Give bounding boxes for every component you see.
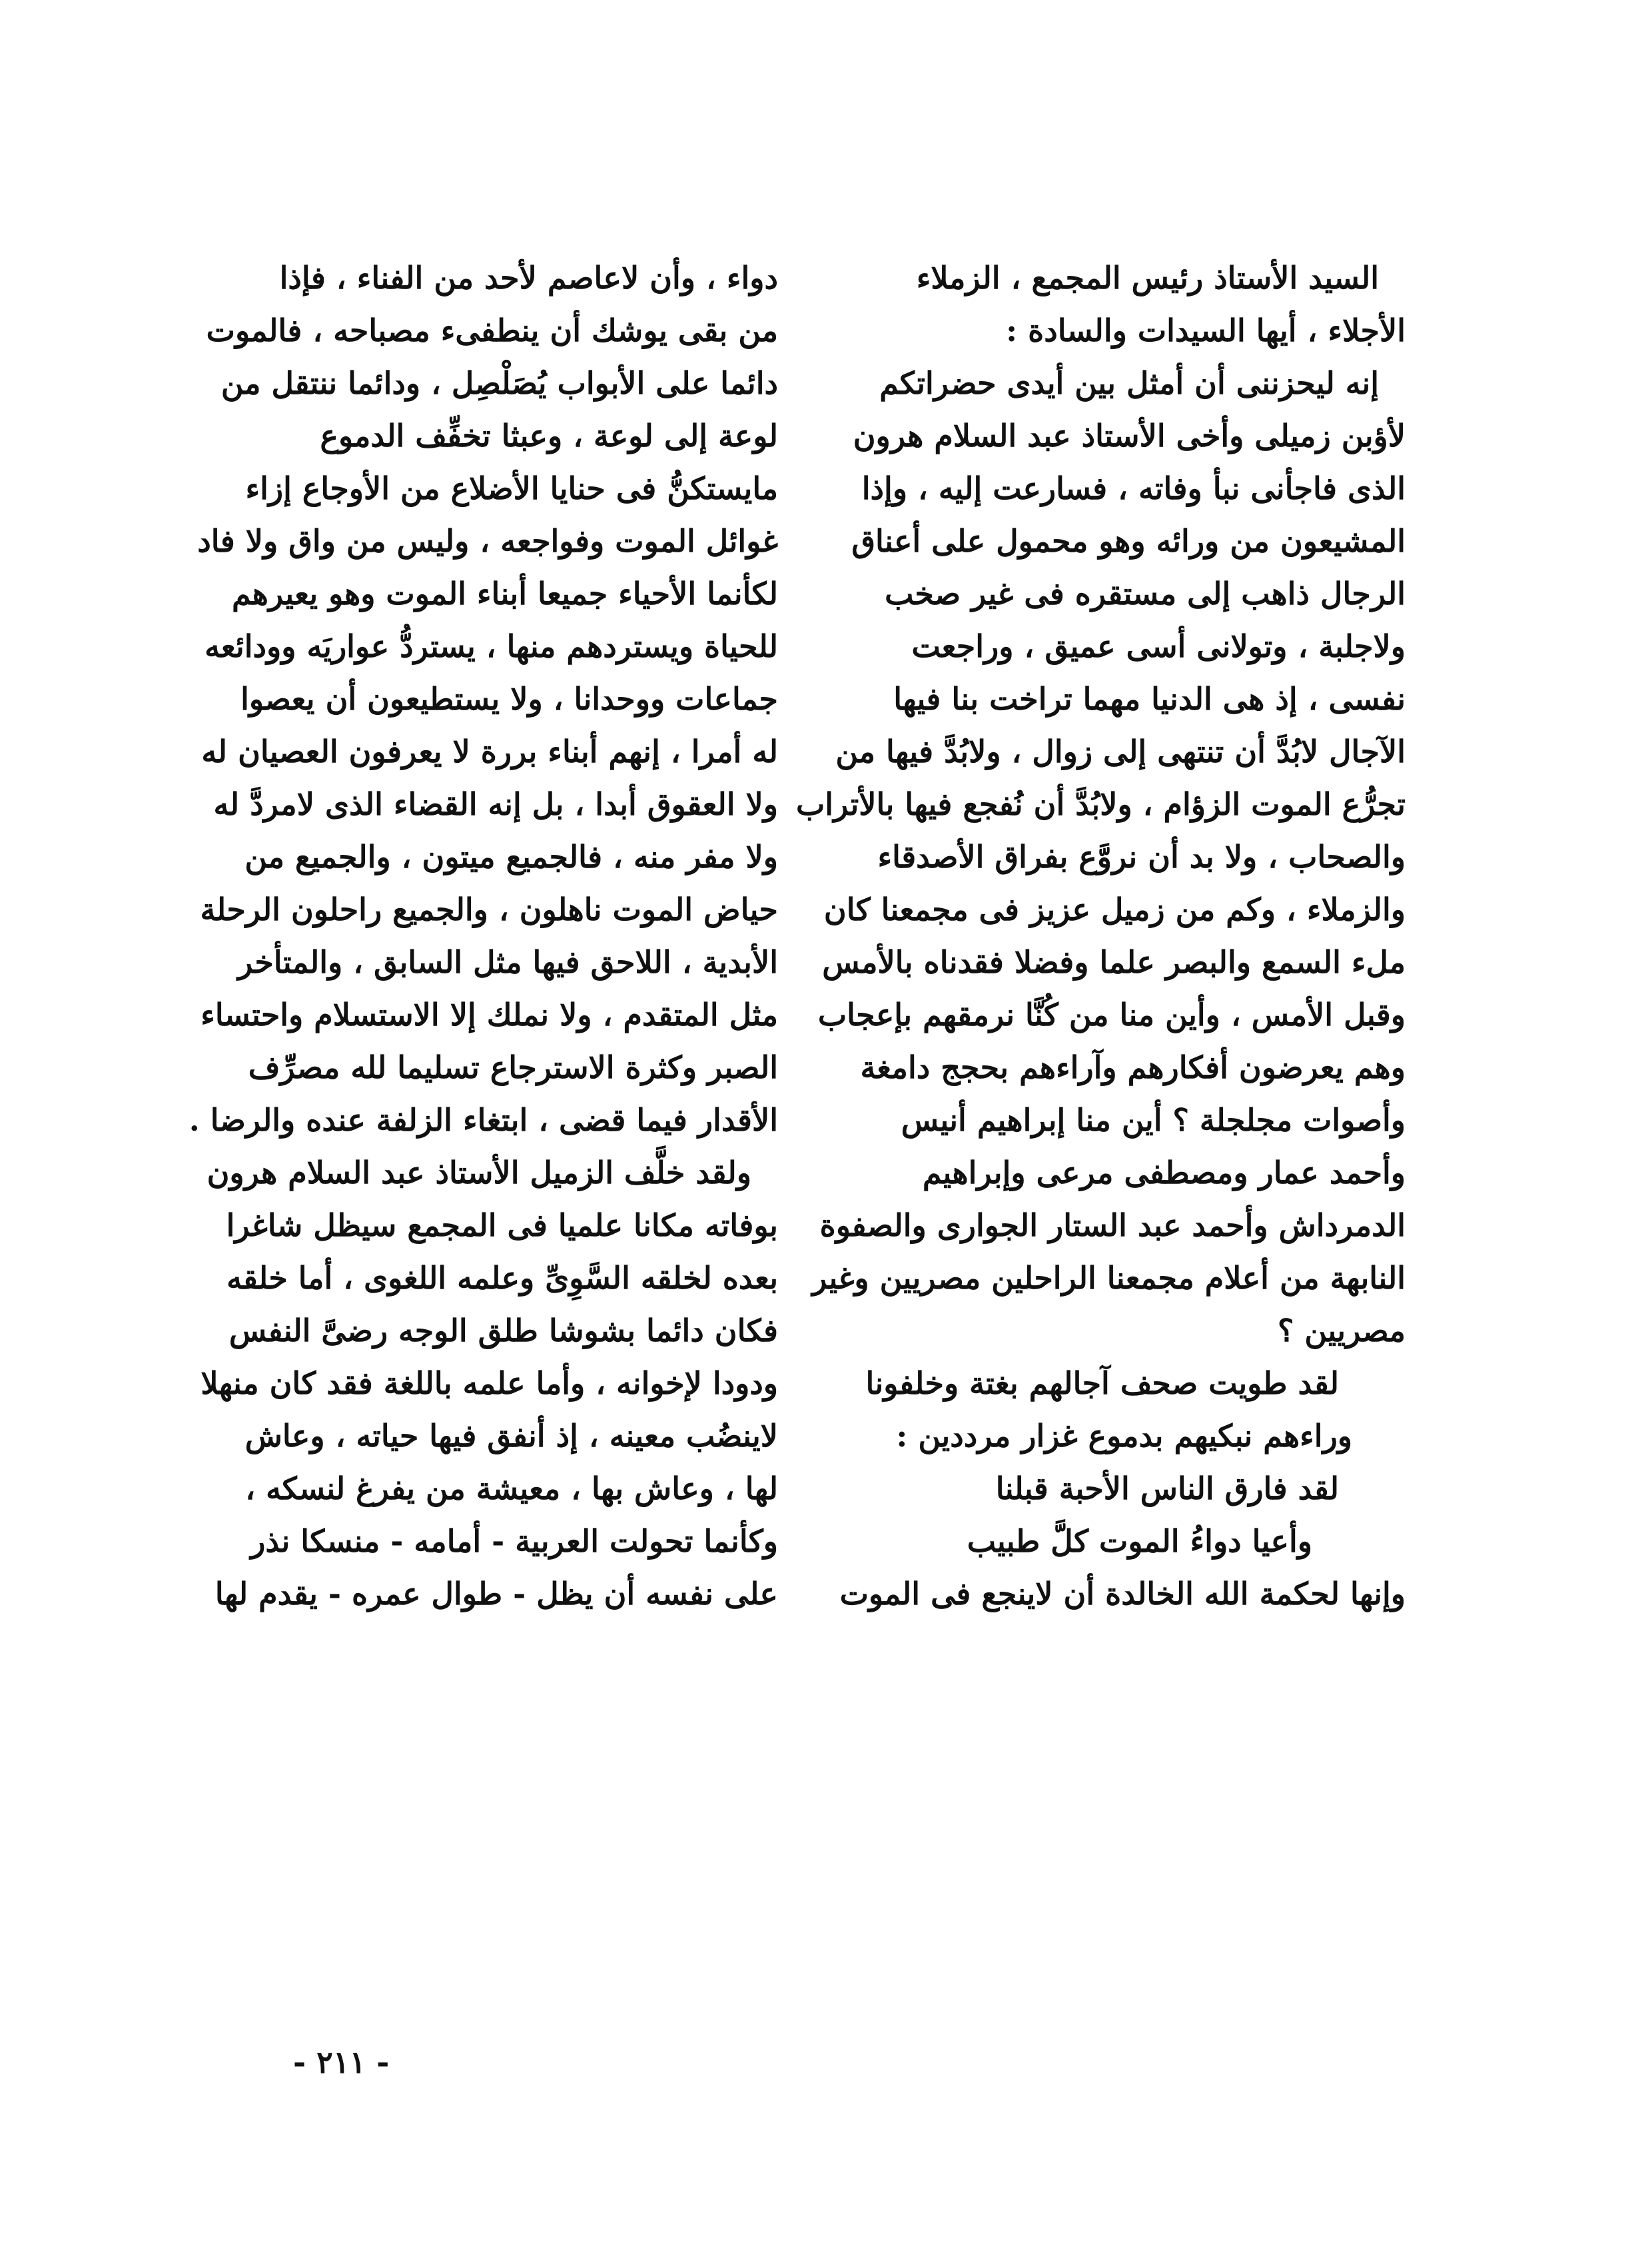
text-line: من بقى يوشك أن ينطفىء مصباحه ، فالموت [206,312,778,348]
text-line: النابهة من أعلام مجمعنا الراحلين مصريين وغير [812,1260,1406,1296]
text-line: له أمرا ، إنهم أبناء بررة لا يعرفون العصيان له [201,734,778,770]
text-line: مثل المتقدم ، ولا نملك إلا الاستسلام واحتساء [201,997,778,1033]
text-line: الأقدار فيما قضى ، ابتغاء الزلفة عنده والرضا . [189,1102,778,1138]
text-line: الدمرداش وأحمد عبد الستار الجوارى والصفوة [819,1207,1406,1243]
text-line: بوفاته مكانا علميا فى المجمع سيظل شاغرا [226,1207,778,1243]
text-line: والزملاء ، وكم من زميل عزيز فى مجمعنا كان [823,891,1406,927]
left-text-column [189,252,778,1620]
text-line: دواء ، وأن لاعاصم لأحد من الفناء ، فإذا [279,260,778,296]
text-line: غوائل الموت وفواجعه ، وليس من واق ولا فاد [197,523,778,559]
text-line: نفسى ، إذ هى الدنيا مهما تراخت بنا فيها [893,681,1406,717]
text-line: بعده لخلقه السَّوِىِّ وعلمه اللغوى ، أما خلقه [226,1260,778,1296]
verse-line: لقد طويت صحف آجالهم بغتة وخلفونا [865,1365,1339,1401]
text-line: مصريين ؟ [1277,1313,1406,1349]
text-line: وهم يعرضون أفكارهم وآراءهم بحجج دامغة [860,1049,1406,1085]
text-line: جماعات ووحدانا ، ولا يستطيعون أن يعصوا [240,681,778,717]
text-line: لكأنما الأحياء جميعا أبناء الموت وهو يعيرهم [232,576,778,612]
text-line: مايستكنُّ فى حنايا الأضلاع من الأوجاع إزاء [245,470,778,506]
text-line: وأحمد عمار ومصطفى مرعى وإبراهيم [922,1155,1406,1191]
text-line: وكأنما تحولت العربية - أمامه - منسكا نذر [250,1523,778,1559]
verse-line: وإنها لحكمة الله الخالدة أن لاينجع فى الموت [839,1576,1406,1612]
text-line: وأصوات مجلجلة ؟ أين منا إبراهيم أنيس [901,1102,1406,1138]
text-line: الآجال لابُدَّ أن تنتهى إلى زوال ، ولابُدَّ فيها من [835,734,1406,770]
text-line: ولا مفر منه ، فالجميع ميتون ، والجميع من [244,839,778,875]
text-line: الرجال ذاهب إلى مستقره فى غير صخب [885,576,1406,612]
text-line: لوعة إلى لوعة ، وعبثا تخفِّف الدموع [320,418,778,454]
text-line: المشيعون من ورائه وهو محمول على أعناق [851,523,1406,559]
text-line: الذى فاجأنى نبأ وفاته ، فسارعت إليه ، وإذا [861,470,1406,506]
text-line: لها ، وعاش بها ، معيشة من يفرغ لنسكه ، [245,1470,778,1506]
text-line: إنه ليحزننى أن أمثل بين أيدى حضراتكم [879,365,1379,401]
text-line: ولاجلبة ، وتولانى أسى عميق ، وراجعت [911,628,1406,664]
page-number: - ٢١١ - [293,2044,390,2080]
text-line: لاينضُب معينه ، إذ أنفق فيها حياته ، وعاش [244,1418,778,1454]
verse-line: وأعيا دواءُ الموت كلَّ طبيب [967,1523,1312,1559]
text-line: تجرُّع الموت الزؤام ، ولابُدَّ أن نُفجع فيها بالأتراب [795,786,1406,822]
text-line: للحياة ويستردهم منها ، يستردُّ عواريَه وودائعه [205,628,778,664]
right-text-column [795,252,1406,1620]
text-line: فكان دائما بشوشا طلق الوجه رضىَّ النفس [228,1313,778,1349]
text-line: دائما على الأبواب يُصَلْصِل ، ودائما ننتقل من [220,365,778,401]
text-line: السيد الأستاذ رئيس المجمع ، الزملاء [916,260,1379,296]
text-line: ولقد خلَّف الزميل الأستاذ عبد السلام هرون [206,1155,751,1191]
text-line: ولا العقوق أبدا ، بل إنه القضاء الذى لامردَّ له [213,786,778,822]
text-line: ودودا لإخوانه ، وأما علمه باللغة فقد كان منهلا [201,1365,778,1401]
text-line: لأؤبن زميلى وأخى الأستاذ عبد السلام هرون [853,418,1406,454]
text-line: على نفسه أن يظل - طوال عمره - يقدم لها [214,1576,778,1612]
verse-line: لقد فارق الناس الأحبة قبلنا [995,1470,1339,1506]
text-line: ملء السمع والبصر علما وفضلا فقدناه بالأمس [822,944,1406,980]
text-line: وقبل الأمس ، وأين منا من كُنَّا نرمقهم بإعجاب [817,997,1406,1033]
text-line: الأبدية ، اللاحق فيها مثل السابق ، والمتأخر [237,944,778,980]
text-line: الأجلاء ، أيها السيدات والسادة : [1006,312,1406,348]
text-line: حياض الموت ناهلون ، والجميع راحلون الرحلة [200,891,778,927]
verse-line: وراءهم نبكيهم بدموع غزار مرددين : [896,1418,1352,1454]
text-line: الصبر وكثرة الاسترجاع تسليما لله مصرِّف [248,1049,778,1085]
text-line: والصحاب ، ولا بد أن نروَّع بفراق الأصدقاء [877,839,1406,875]
